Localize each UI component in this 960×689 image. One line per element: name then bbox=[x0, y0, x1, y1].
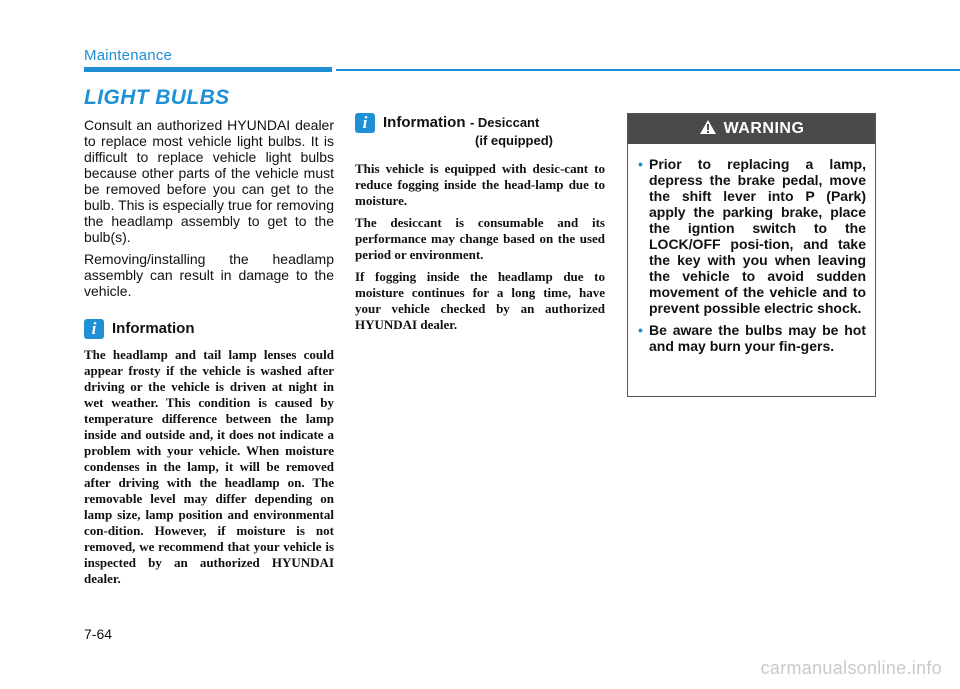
info-icon: i bbox=[355, 113, 375, 133]
page-number: 7-64 bbox=[84, 626, 113, 642]
column-middle bbox=[355, 113, 605, 339]
desiccant-subtitle-2: (if equipped) bbox=[475, 133, 553, 148]
desiccant-subtitle: - Desiccant bbox=[469, 115, 540, 130]
warning-item bbox=[638, 156, 866, 316]
header-rule-thick bbox=[84, 67, 332, 72]
information-title: Information bbox=[112, 320, 195, 337]
warning-item-text: Prior to replacing a lamp, depress the brake pedal, move the shift lever into P (Park) apply the parking brake, place the igntion switch to the LOCK/OFF posi-tion, and take the key with you when leaving the vehicle to avoid sudden movement of the vehicle and to prevent possible electric shock. bbox=[649, 156, 866, 316]
information-body: The headlamp and tail lamp lenses could appear frosty if the vehicle is washed after driving or the vehicle is driven at night in wet weather. This condition is caused by temperature difference between the lamp inside and outside and, it does not indicate a problem with your vehicle. When moisture condenses in the lamp, it will be removed after driving with the headlamp on. The removable level may differ depending on lamp size, lamp position and environmental con-dition. However, if moisture is not removed, we recommend that your vehicle is inspected by an authorized HYUNDAI dealer. bbox=[84, 347, 334, 586]
desiccant-title: Information bbox=[383, 114, 466, 131]
page-title: LIGHT BULBS bbox=[84, 86, 230, 109]
info-icon: i bbox=[84, 319, 104, 339]
warning-label: WARNING bbox=[723, 120, 805, 137]
desiccant-paragraph-2: The desiccant is consumable and its performance may change based on the used period or environment. bbox=[355, 215, 605, 262]
warning-item-text: Be aware the bulbs may be hot and may burn your fin-gers. bbox=[649, 322, 866, 354]
intro-paragraph-2: Removing/installing the headlamp assembly can result in damage to the vehicle. bbox=[84, 251, 334, 299]
warning-header bbox=[628, 114, 875, 144]
desiccant-paragraph-3: If fogging inside the headlamp due to moisture continues for a long time, have your vehicle checked by an authorized HYUNDAI dealer. bbox=[355, 269, 605, 332]
column-left bbox=[84, 117, 334, 593]
information-heading bbox=[84, 319, 334, 339]
warning-triangle-icon bbox=[699, 119, 717, 140]
section-label: Maintenance bbox=[84, 47, 173, 64]
watermark: carmanualsonline.info bbox=[760, 658, 942, 678]
bullet-icon: • bbox=[638, 322, 643, 338]
desiccant-paragraph-1: This vehicle is equipped with desic-cant to reduce fogging inside the head-lamp due to moisture. bbox=[355, 161, 605, 208]
warning-list bbox=[628, 144, 875, 354]
bullet-icon: • bbox=[638, 156, 643, 172]
header-rule-thin bbox=[336, 69, 960, 71]
intro-paragraph-1: Consult an authorized HYUNDAI dealer to replace most vehicle light bulbs. It is difficult to replace vehicle light bulbs because other parts of the vehicle must be removed before you can get to the bulb. This is especially true for removing the headlamp assembly to get to the bulb(s). bbox=[84, 117, 334, 245]
warning-item bbox=[638, 322, 866, 354]
warning-box bbox=[627, 113, 876, 397]
desiccant-heading bbox=[355, 113, 605, 149]
